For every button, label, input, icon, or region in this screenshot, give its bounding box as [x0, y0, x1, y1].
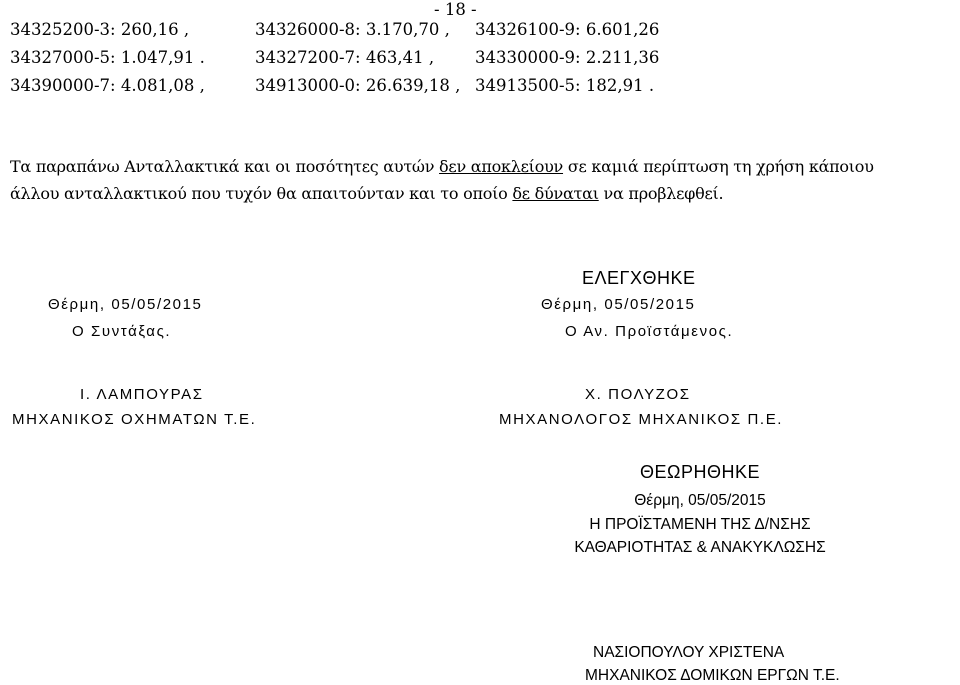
left-place-date: Θέρμη, 05/05/2015	[48, 296, 203, 313]
approval-line: Η ΠΡΟΪΣΤΑΜΕΝΗ ΤΗΣ Δ/ΝΣΗΣ	[589, 516, 811, 533]
left-title: ΜΗΧΑΝΙΚΟΣ ΟΧΗΜΑΤΩΝ Τ.Ε.	[12, 411, 257, 428]
code-cell: 34913000-0: 26.639,18 ,	[255, 76, 461, 95]
paragraph-text: άλλου ανταλλακτικού που τυχόν θα απαιτούνταν και το οποίο	[10, 184, 513, 203]
code-cell: 34326000-8: 3.170,70 ,	[255, 20, 450, 39]
left-name: Ι. ΛΑΜΠΟΥΡΑΣ	[80, 386, 204, 403]
underlined-text: δεν αποκλείουν	[439, 157, 564, 176]
code-cell: 34327000-5: 1.047,91 .	[10, 48, 205, 67]
paragraph-line	[10, 184, 723, 203]
paragraph-text: Τα παραπάνω Ανταλλακτικά και οι ποσότητες αυτών	[10, 157, 440, 176]
paragraph-text: σε καμιά περίπτωση τη χρήση κάποιου	[563, 157, 874, 176]
page-number: - 18 -	[434, 0, 477, 19]
code-cell: 34913500-5: 182,91 .	[475, 76, 655, 95]
code-cell: 34390000-7: 4.081,08 ,	[10, 76, 205, 95]
approval-heading: ΘΕΩΡΗΘΗΚΕ	[640, 462, 760, 482]
right-name: Χ. ΠΟΛΥΖΟΣ	[585, 386, 691, 403]
signatory-title: ΜΗΧΑΝΙΚΟΣ ΔΟΜΙΚΩΝ ΕΡΓΩΝ Τ.Ε.	[585, 667, 840, 684]
approval-line: ΚΑΘΑΡΙΟΤΗΤΑΣ & ΑΝΑΚΥΚΛΩΣΗΣ	[574, 539, 826, 556]
right-title: ΜΗΧΑΝΟΛΟΓΟΣ ΜΗΧΑΝΙΚΟΣ Π.Ε.	[499, 411, 784, 428]
code-cell: 34327200-7: 463,41 ,	[255, 48, 435, 67]
signatory-name: ΝΑΣΙΟΠΟΥΛΟΥ ΧΡΙΣΤΕΝΑ	[593, 644, 785, 661]
code-cell: 34325200-3: 260,16 ,	[10, 20, 190, 39]
right-place-date: Θέρμη, 05/05/2015	[541, 296, 696, 313]
right-role: Ο Αν. Προϊστάμενος.	[565, 323, 734, 340]
right-heading: ΕΛΕΓΧΘΗΚΕ	[582, 268, 696, 288]
approval-place-date: Θέρμη, 05/05/2015	[634, 492, 766, 509]
left-role: Ο Συντάξας.	[72, 323, 172, 340]
underlined-text: δε δύναται	[512, 184, 599, 203]
code-cell: 34326100-9: 6.601,26	[475, 20, 660, 39]
paragraph-text: να προβλεφθεί.	[598, 184, 724, 203]
paragraph-line	[10, 157, 874, 176]
code-cell: 34330000-9: 2.211,36	[475, 48, 660, 67]
